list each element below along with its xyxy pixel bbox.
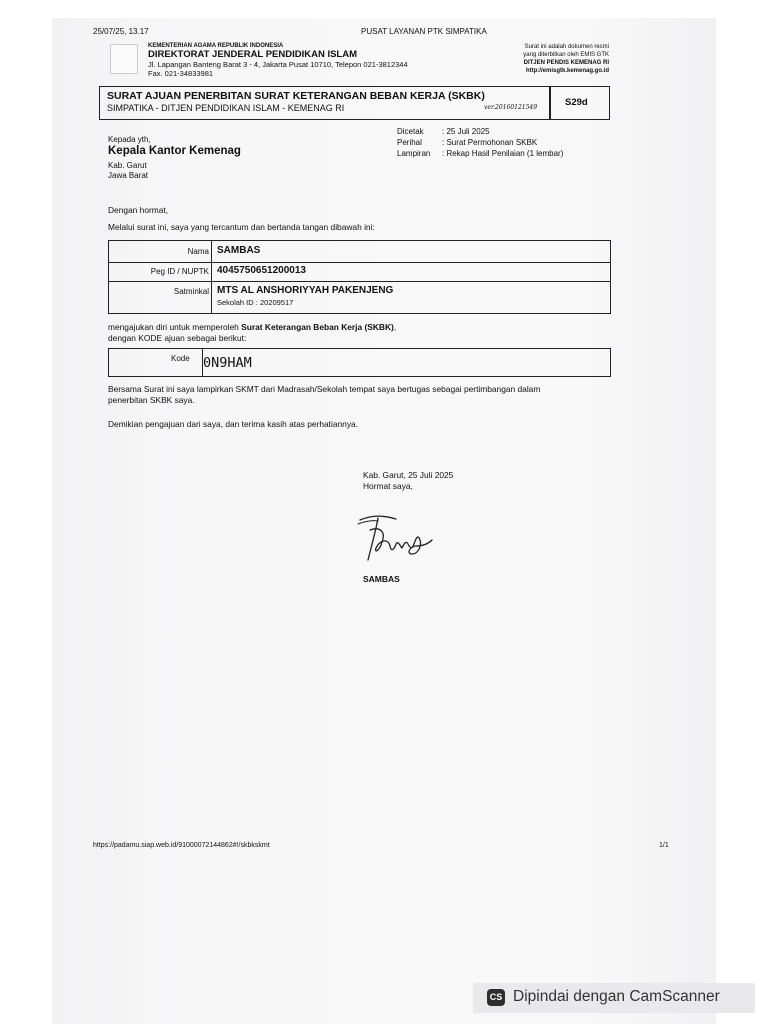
satminkal-label: Satminkal [173, 287, 209, 296]
directorate-name: DIREKTORAT JENDERAL PENDIDIKAN ISLAM [148, 49, 358, 60]
kode-label: Kode [171, 354, 190, 363]
footer-page-number: 1/1 [659, 842, 669, 849]
request-text [108, 322, 396, 332]
nama-label: Nama [187, 247, 209, 256]
satminkal-value: MTS AL ANSHORIYYAH PAKENJENG [217, 285, 394, 296]
perihal-value: : Surat Permohonan SKBK [442, 138, 538, 147]
request-text-post: , [393, 322, 397, 332]
sekolah-id: Sekolah ID : 20209517 [217, 298, 294, 307]
identity-row-peg [109, 262, 610, 282]
version-label: ver.20160121549 [484, 104, 538, 111]
recipient-city: Kab. Garut [108, 161, 147, 170]
camscanner-badge [473, 983, 755, 1013]
kode-box [108, 348, 611, 377]
recipient-province: Jawa Barat [108, 171, 149, 180]
form-code: S29d [565, 97, 588, 108]
print-service: PUSAT LAYANAN PTK SIMPATIKA [361, 27, 487, 36]
attachment-text-line1: Bersama Surat ini saya lampirkan SKMT dari Madrasah/Sekolah tempat saya bertugas sebagai pertimbangan dalam [108, 384, 541, 394]
ministry-name: KEMENTERIAN AGAMA REPUBLIK INDONESIA [148, 43, 284, 49]
attachment-text-line2: penerbitan SKBK saya. [108, 395, 195, 405]
perihal-label: Perihal [397, 138, 422, 147]
nama-value: SAMBAS [217, 245, 261, 256]
recipient-name: Kepala Kantor Kemenag [108, 145, 241, 157]
letter-title: SURAT AJUAN PENERBITAN SURAT KETERANGAN BEBAN KERJA (SKBK) [107, 90, 485, 102]
dicetak-value: : 25 Juli 2025 [442, 127, 490, 136]
camscanner-icon: CS [487, 989, 505, 1006]
official-note-3: DITJEN PENDIS KEMENAG RI [523, 60, 609, 66]
salutation: Dengan hormat, [108, 205, 169, 215]
peg-label: Peg ID / NUPTK [150, 267, 209, 276]
recipient-greeting: Kepada yth, [108, 135, 151, 144]
peg-value: 4045750651200013 [217, 265, 306, 276]
signature-place-date: Kab. Garut, 25 Juli 2025 [363, 470, 454, 480]
camscanner-label: Dipindai dengan CamScanner [513, 988, 720, 1005]
official-note-4: http://emisgtk.kemenag.go.id [525, 68, 609, 74]
official-note-1: Surat ini adalah dokumen resmi [524, 44, 609, 50]
letterhead-fax: Fax. 021-34833981 [148, 69, 214, 78]
handwritten-signature [356, 510, 436, 568]
request-text-line2: dengan KODE ajuan sebagai berikut: [108, 333, 247, 343]
request-text-bold: Surat Keterangan Beban Kerja (SKBK) [241, 322, 394, 332]
identity-table [108, 240, 611, 314]
kode-value: 0N9HAM [203, 355, 252, 371]
identity-row-nama [109, 241, 610, 263]
official-note-2: yang diterbitkan oleh EMIS GTK [523, 52, 609, 58]
lampiran-label: Lampiran [397, 149, 431, 158]
dicetak-label: Dicetak [397, 127, 424, 136]
intro-text: Melalui surat ini, saya yang tercantum dan bertanda tangan dibawah ini: [108, 222, 375, 232]
footer-url: https://padamu.siap.web.id/91000072144862#!/skbkskmt [93, 842, 270, 849]
signature-name: SAMBAS [363, 574, 400, 584]
letter-title-box [99, 86, 610, 120]
letterhead-address: Jl. Lapangan Banteng Barat 3 - 4, Jakarta Pusat 10710, Telepon 021-3812344 [148, 60, 408, 69]
ministry-logo [110, 44, 138, 74]
identity-row-satminkal [109, 282, 610, 313]
lampiran-value: : Rekap Hasil Penilaian (1 lembar) [442, 149, 564, 158]
signature-regards: Hormat saya, [363, 481, 413, 491]
closing-text: Demikian pengajuan dari saya, dan terima kasih atas perhatiannya. [108, 419, 359, 429]
letter-subtitle: SIMPATIKA - DITJEN PENDIDIKAN ISLAM - KEMENAG RI [107, 103, 345, 113]
print-datetime: 25/07/25, 13.17 [93, 27, 149, 36]
title-divider [549, 87, 551, 119]
request-text-pre: mengajukan diri untuk memperoleh [108, 322, 242, 332]
